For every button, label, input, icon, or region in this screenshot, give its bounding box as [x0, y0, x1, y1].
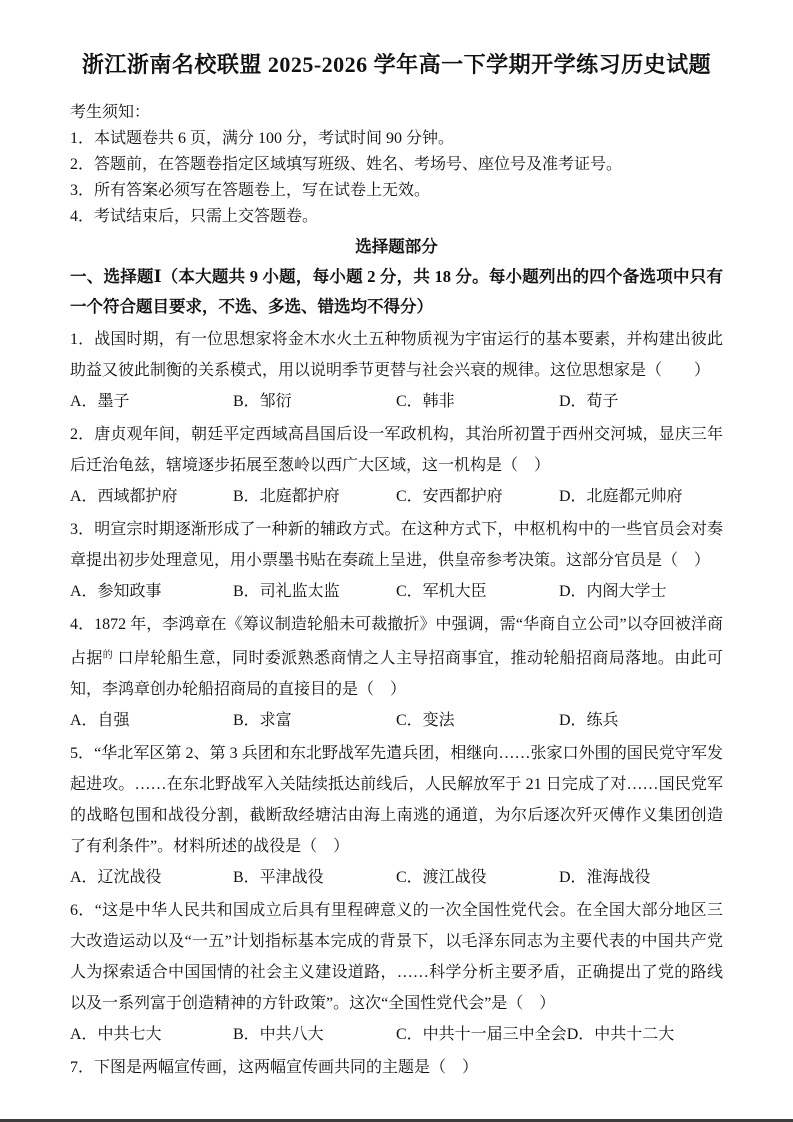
option-a: A．墨子: [70, 393, 130, 410]
question-stem: 1．战国时期，有一位思想家将金木水火土五种物质视为宇宙运行的基本要素，并构建出彼此助益又彼此制衡的关系模式，用以说明季节更替与社会兴衰的规律。这位思想家是（ ）: [70, 331, 723, 379]
question-2: [70, 419, 723, 512]
question-5: [70, 738, 723, 893]
options-row: [70, 576, 723, 607]
options-row: [70, 1019, 723, 1050]
question-4: [70, 609, 723, 736]
option-b: B．司礼监太监: [233, 583, 340, 600]
option-d: D．北庭都元帅府: [559, 488, 683, 505]
option-b: B．邹衍: [233, 393, 292, 410]
options-row: [70, 862, 723, 893]
option-a: A．辽沈战役: [70, 869, 162, 886]
option-d: D．荀子: [559, 393, 619, 410]
option-b: B．求富: [233, 712, 292, 729]
option-c: C．渡江战役: [396, 869, 487, 886]
option-a: A．参知政事: [70, 583, 162, 600]
question-stem: 5．“华北军区第 2、第 3 兵团和东北野战军先遣兵团，相继向……张家口外围的国民党守军发起进攻。……在东北野战军入关陆续抵达前线后，人民解放军于 21 日完成了对……国民党军的战略包围和战役分割，截断敌经塘沽由海上南逃的通道，为尔后逐次歼灭傅作义集团创造了有利条件”。材料所述的战役是（ ）: [70, 745, 723, 855]
option-c: C．韩非: [396, 393, 455, 410]
option-d: D．内阁大学士: [559, 583, 667, 600]
option-a: A．西域都护府: [70, 488, 178, 505]
option-b: B．平津战役: [233, 869, 324, 886]
question-stem: 3．明宣宗时期逐渐形成了一种新的辅政方式。在这种方式下，中枢机构中的一些官员会对奏章提出初步处理意见，用小票墨书贴在奏疏上呈进，供皇帝参考决策。这部分官员是（ ）: [70, 521, 723, 569]
option-d: D．中共十二大: [566, 1026, 675, 1043]
option-c: C．中共十一届三中全会: [396, 1026, 567, 1043]
part-heading: 选择题部分: [355, 237, 438, 256]
question-stem: 7．下图是两幅宣传画，这两幅宣传画共同的主题是（ ）: [70, 1059, 479, 1076]
question-stem: [70, 609, 723, 705]
notice-item: 4．考试结束后，只需上交答题卷。: [70, 208, 319, 225]
option-b: B．中共八大: [233, 1026, 324, 1043]
question-7: [70, 1052, 723, 1083]
option-a: A．自强: [70, 712, 130, 729]
options-row: [70, 481, 723, 512]
question-1: [70, 324, 723, 417]
notice-item: 2．答题前，在答题卷指定区域填写班级、姓名、考场号、座位号及准考证号。: [70, 156, 623, 173]
stem-superscript: 的: [102, 650, 114, 661]
option-b: B．北庭都护府: [233, 488, 340, 505]
page-title: 浙江浙南名校联盟 2025-2026 学年高一下学期开学练习历史试题: [81, 52, 712, 77]
options-row: [70, 386, 723, 417]
notice-item: 3．所有答案必须写在答题卷上，写在试卷上无效。: [70, 182, 431, 199]
option-c: C．安西都护府: [396, 488, 503, 505]
question-3: [70, 514, 723, 607]
option-d: D．练兵: [559, 712, 619, 729]
notice-heading: 考生须知：: [70, 104, 151, 121]
stem-text: 4．1872 年，李鸿章在《筹议制造轮船未可裁撤折》中强调，需“华商自立公司”以夺回被洋商占据: [70, 616, 723, 667]
notice-item: 1．本试题卷共 6 页，满分 100 分，考试时间 90 分钟。: [70, 130, 455, 147]
option-a: A．中共七大: [70, 1026, 162, 1043]
option-c: C．军机大臣: [396, 583, 487, 600]
candidate-notice: [70, 100, 723, 230]
options-row: [70, 705, 723, 736]
question-stem: 2．唐贞观年间，朝廷平定西域高昌国后设一军政机构，其治所初置于西州交河城，显庆三年后迁治龟兹，辖境逐步拓展至葱岭以西广大区域，这一机构是（ ）: [70, 426, 723, 474]
option-d: D．淮海战役: [559, 869, 651, 886]
question-stem: 6．“这是中华人民共和国成立后具有里程碑意义的一次全国性党代会。在全国大部分地区三大改造运动以及“一五”计划指标基本完成的背景下，以毛泽东同志为主要代表的中国共产党人为探索适合中国国情的社会主义建设道路，……科学分析主要矛盾，正确提出了党的路线以及一系列富于创造精神的方针政策”。这次“全国性党代会”是（ ）: [70, 902, 723, 1012]
question-6: [70, 895, 723, 1050]
stem-text: 口岸轮船生意，同时委派熟悉商情之人主导招商事宜，推动轮船招商局落地。由此可知，李鸿章创办轮船招商局的直接目的是（ ）: [70, 650, 723, 698]
section-one-heading: 一、选择题Ⅰ（本大题共 9 小题，每小题 2 分，共 18 分。每小题列出的四个备选项中只有一个符合题目要求，不选、多选、错选均不得分）: [70, 267, 723, 316]
option-c: C．变法: [396, 712, 455, 729]
